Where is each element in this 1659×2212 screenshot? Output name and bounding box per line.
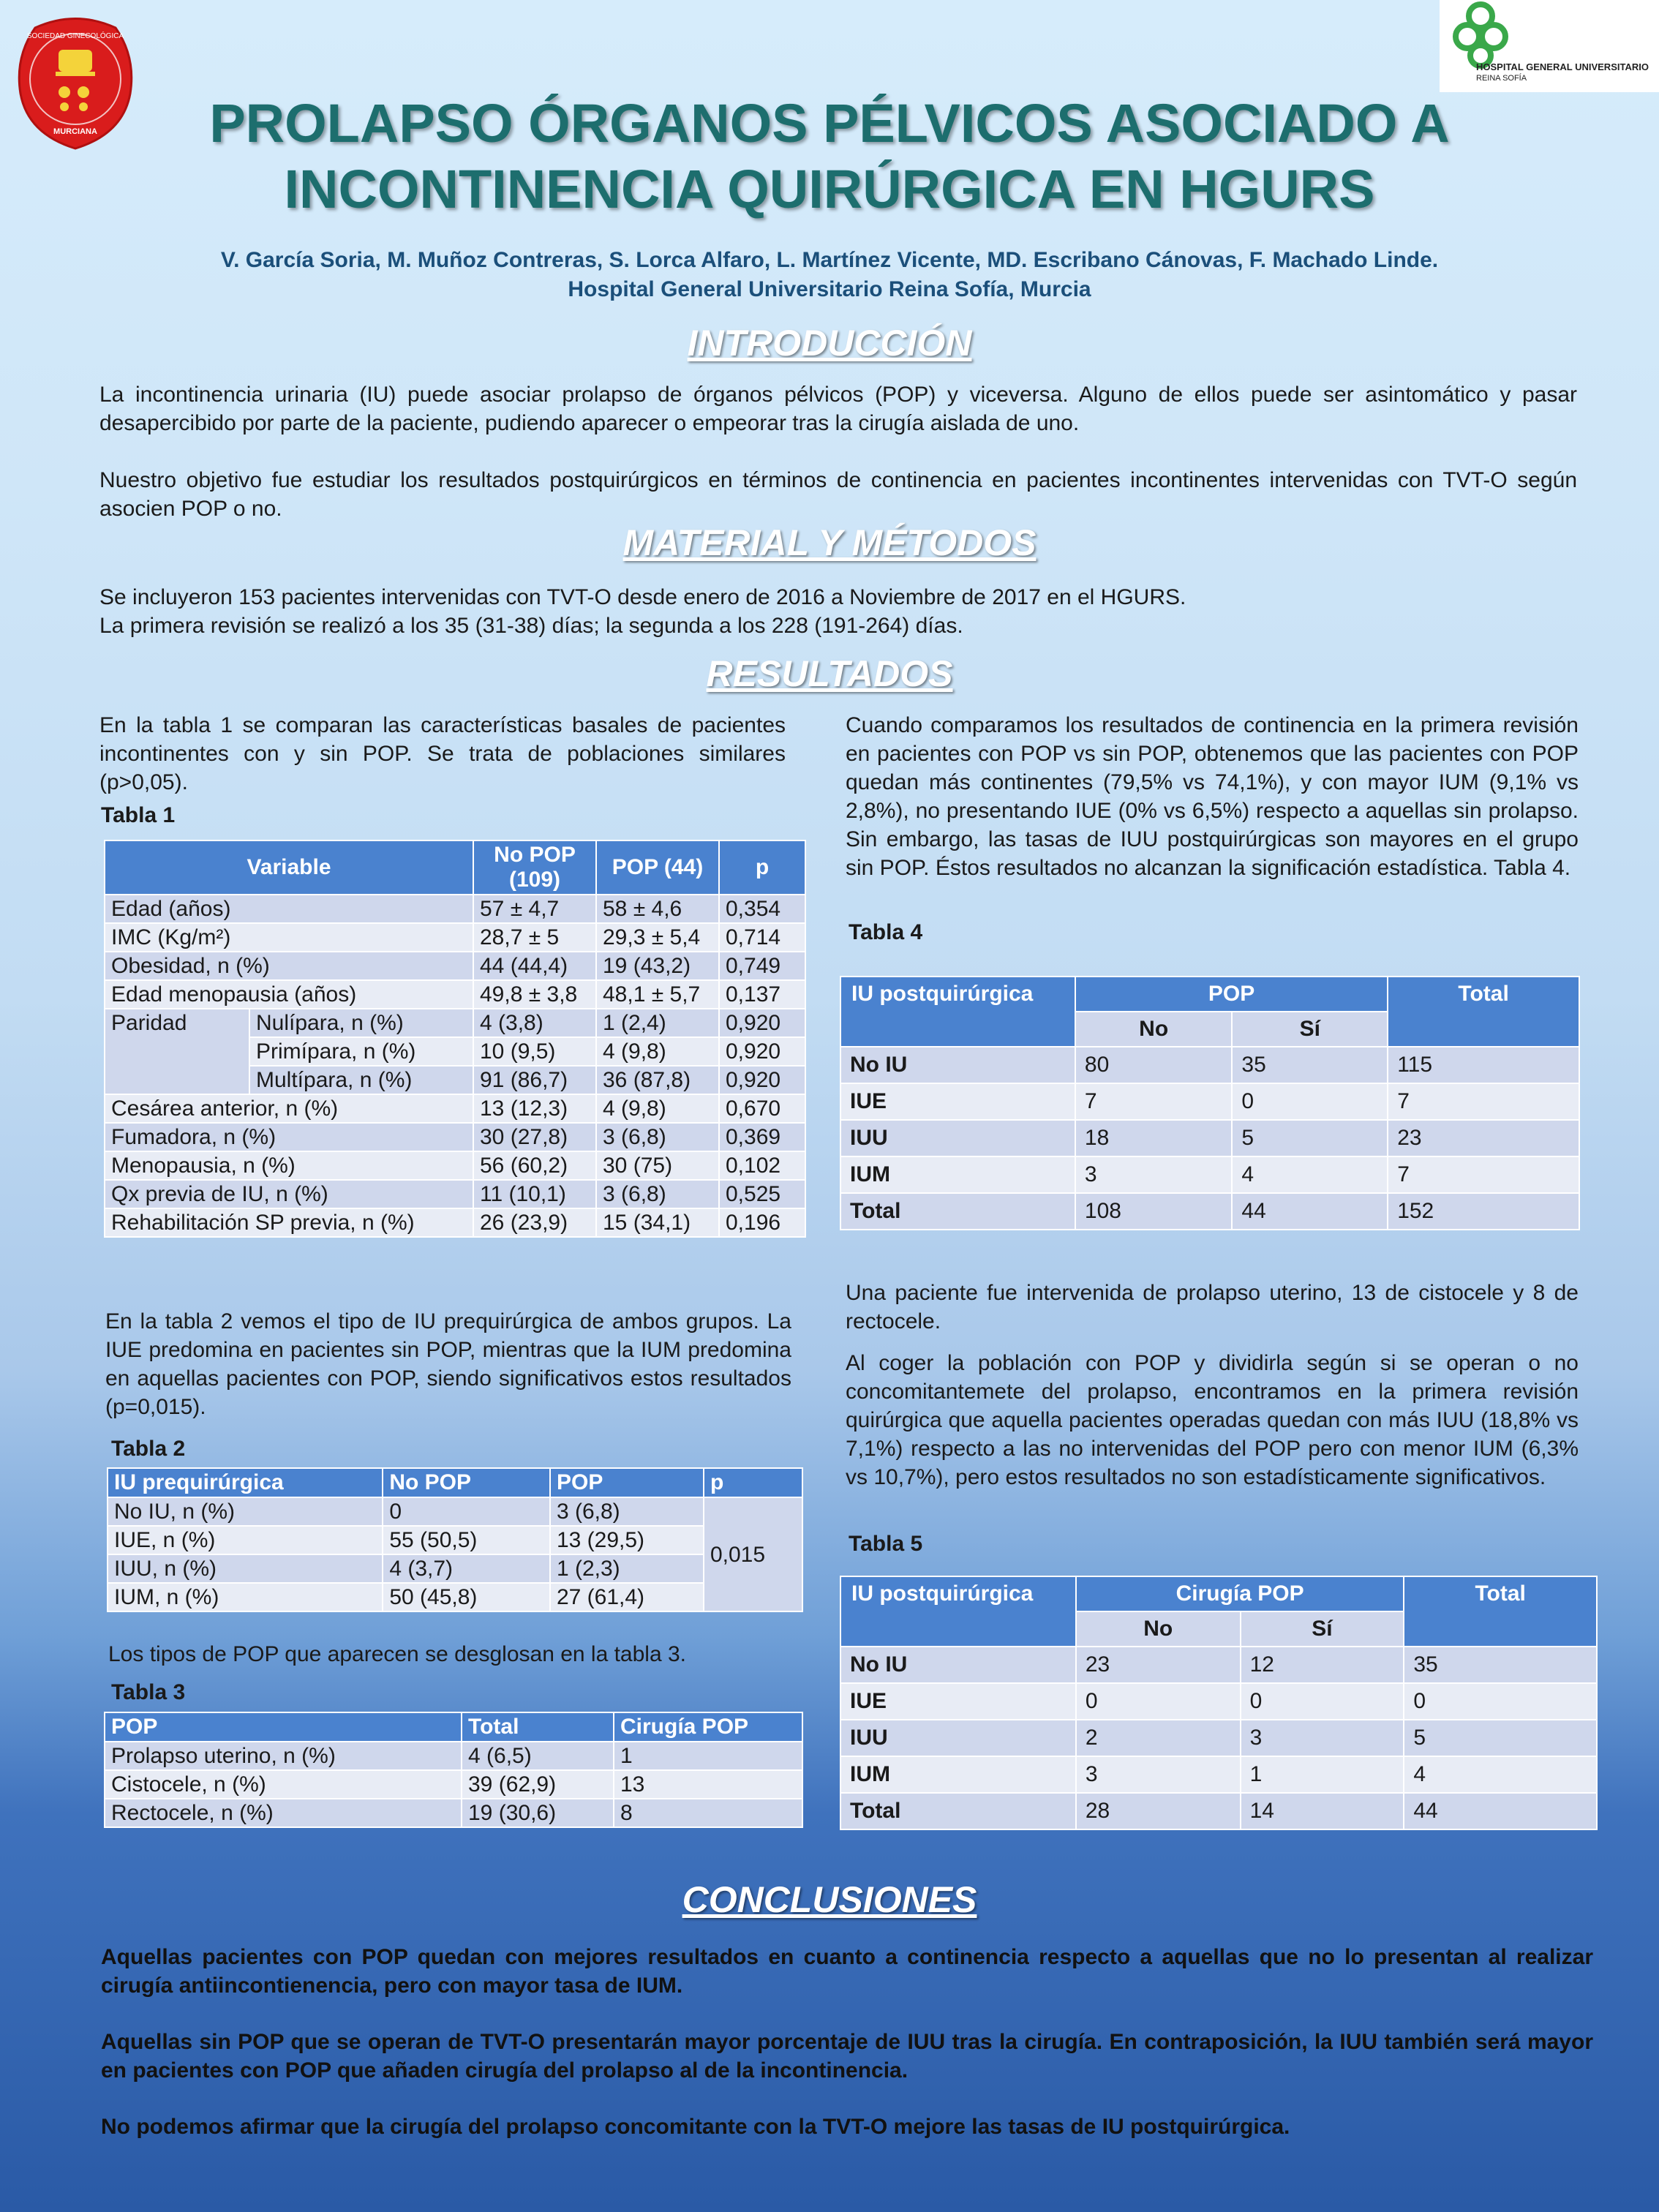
t1-cell: 26 (23,9) — [473, 1208, 596, 1237]
table-row — [105, 1151, 805, 1180]
t1-cell: Primípara, n (%) — [249, 1037, 473, 1066]
t1-cell: 4 (9,8) — [596, 1037, 719, 1066]
t1-cell: 0,525 — [719, 1180, 805, 1208]
t2-cell: IUE, n (%) — [108, 1526, 383, 1554]
results-left-paragraph-2: En la tabla 2 vemos el tipo de IU prequirúrgica de ambos grupos. La IUE predomina en pacientes sin POP, mientras que la IUM predomina en aquellas pacientes con POP, siendo significativos estos resultados (p=0,015). — [105, 1309, 791, 1419]
t1-cell: 19 (43,2) — [596, 952, 719, 980]
table-row — [105, 1009, 805, 1037]
t5-header-si: Sí — [1241, 1611, 1404, 1647]
t4-cell: 44 — [1232, 1193, 1388, 1230]
t3-cell: 39 (62,9) — [462, 1770, 614, 1799]
t1-cell: 0,749 — [719, 952, 805, 980]
t1-cell: 30 (75) — [596, 1151, 719, 1180]
t1-cell: 58 ± 4,6 — [596, 895, 719, 923]
intro-paragraph-2: Nuestro objetivo fue estudiar los resultados postquirúrgicos en términos de continencia en pacientes incontinentes intervenidas con TVT-O según asocien POP o no. — [99, 468, 1577, 521]
hospital-name-line2: REINA SOFÍA — [1476, 74, 1527, 83]
table-row — [840, 1047, 1579, 1083]
table-row — [840, 1120, 1579, 1156]
t1-cell: 44 (44,4) — [473, 952, 596, 980]
conclusion-2: Aquellas sin POP que se operan de TVT-O presentarán mayor porcentaje de IUU tras la cirugía. En contraposición, la IUU también será mayor en pacientes con POP que añaden cirugía del prolapso al de la incontinencia. — [101, 2030, 1593, 2083]
t1-cell: 48,1 ± 5,7 — [596, 980, 719, 1009]
t2-cell: 4 (3,7) — [383, 1554, 550, 1583]
t3-header-cirugia: Cirugía POP — [614, 1712, 802, 1742]
t5-cell: 14 — [1241, 1793, 1404, 1829]
t4-cell: 7 — [1388, 1083, 1579, 1120]
conclusion-3: No podemos afirmar que la cirugía del prolapso concomitante con la TVT-O mejore las tasas de IU postquirúrgica. — [101, 2115, 1290, 2139]
t1-cell: 29,3 ± 5,4 — [596, 923, 719, 952]
t5-cell: Total — [840, 1793, 1076, 1829]
hospital-name-line1: HOSPITAL GENERAL UNIVERSITARIO — [1476, 61, 1649, 72]
t4-header-total: Total — [1388, 977, 1579, 1047]
poster-title — [146, 91, 1513, 222]
logo-text-bottom: MURCIANA — [53, 127, 97, 136]
logo-text-top: SOCIEDAD GINECOLÓGICA — [26, 32, 124, 40]
results-right-paragraph-3: Al coger la población con POP y dividirla según si se operan o no concomitantemete del prolapso, encontramos en la primera revisión quirúrgica que aquella pacientes operadas quedan con más IUU (18,8% vs 7,1%) respecto a las no intervenidas del POP pero con menor IUM (6,3% vs 10,7%), pero estos resultados no son estadísticamente significativos. — [846, 1351, 1579, 1489]
table-row — [840, 1647, 1597, 1683]
results-left-paragraph-1: En la tabla 1 se comparan las características basales de pacientes incontinentes con y sin POP. Se trata de poblaciones similares (p>0,05). — [99, 713, 786, 794]
t1-cell: 0,369 — [719, 1123, 805, 1151]
t3-cell: 4 (6,5) — [462, 1742, 614, 1770]
t2-header-iu: IU prequirúrgica — [108, 1468, 383, 1497]
t1-cell: 0,920 — [719, 1066, 805, 1094]
t5-cell: 12 — [1241, 1647, 1404, 1683]
table-row — [108, 1554, 802, 1583]
table-row — [105, 1208, 805, 1237]
table-row — [105, 1742, 802, 1770]
t4-header-iu: IU postquirúrgica — [840, 977, 1075, 1047]
t1-cell: Edad (años) — [105, 895, 473, 923]
table-5 — [840, 1576, 1598, 1830]
t1-cell: 0,670 — [719, 1094, 805, 1123]
t1-header-variable: Variable — [105, 840, 473, 895]
t4-cell: 35 — [1232, 1047, 1388, 1083]
table-row — [105, 1770, 802, 1799]
t5-cell: 1 — [1241, 1756, 1404, 1793]
table-row — [105, 1123, 805, 1151]
t3-cell: Prolapso uterino, n (%) — [105, 1742, 462, 1770]
t2-cell: 50 (45,8) — [383, 1583, 550, 1611]
t1-cell: Obesidad, n (%) — [105, 952, 473, 980]
t1-cell: Edad menopausia (años) — [105, 980, 473, 1009]
t2-cell: 3 (6,8) — [550, 1497, 704, 1526]
t4-cell: 4 — [1232, 1156, 1388, 1193]
table-row — [105, 980, 805, 1009]
t1-cell: Nulípara, n (%) — [249, 1009, 473, 1037]
t4-header-si: Sí — [1232, 1012, 1388, 1047]
table3-caption: Tabla 3 — [111, 1680, 186, 1704]
hospital-logo — [1440, 0, 1659, 92]
table1-caption: Tabla 1 — [101, 803, 176, 827]
affiliation: Hospital General Universitario Reina Sofía, Murcia — [568, 277, 1091, 301]
t1-paridad-label: Paridad — [105, 1009, 249, 1094]
t5-cell: 0 — [1076, 1683, 1241, 1720]
t2-cell: 27 (61,4) — [550, 1583, 704, 1611]
t5-cell: No IU — [840, 1647, 1076, 1683]
t2-cell: IUU, n (%) — [108, 1554, 383, 1583]
t1-cell: 0,102 — [719, 1151, 805, 1180]
t1-cell: 3 (6,8) — [596, 1123, 719, 1151]
t5-cell: 4 — [1404, 1756, 1597, 1793]
t5-cell: 0 — [1404, 1683, 1597, 1720]
t1-cell: 30 (27,8) — [473, 1123, 596, 1151]
t1-header-no-pop: No POP (109) — [473, 840, 596, 895]
t5-cell: 2 — [1076, 1720, 1241, 1756]
t1-cell: 0,137 — [719, 980, 805, 1009]
t1-header-p: p — [719, 840, 805, 895]
table-row — [840, 1720, 1597, 1756]
table-row — [840, 1083, 1579, 1120]
t1-cell: 0,920 — [719, 1037, 805, 1066]
table2-caption: Tabla 2 — [111, 1437, 186, 1461]
t5-header-iu: IU postquirúrgica — [840, 1576, 1076, 1647]
table4-caption: Tabla 4 — [849, 920, 923, 944]
results-right-paragraph-1: Cuando comparamos los resultados de continencia en la primera revisión en pacientes con POP vs sin POP, obtenemos que las pacientes con POP quedan más continentes (79,5% vs 74,1%), y con mayor IUM (9,1% vs 2,8%), no presentando IUE (0% vs 6,5%) respecto a aquellas sin prolapso. Sin embargo, las tasas de IUU postquirúrgicas son mayores en el grupo sin POP. Éstos resultados no alcanzan la significación estadística. Tabla 4. — [846, 713, 1579, 880]
table-row — [840, 1793, 1597, 1829]
t4-cell: Total — [840, 1193, 1075, 1230]
table-row — [840, 1756, 1597, 1793]
t4-header-no: No — [1075, 1012, 1232, 1047]
t3-cell: 1 — [614, 1742, 802, 1770]
t1-cell: 13 (12,3) — [473, 1094, 596, 1123]
t4-cell: 152 — [1388, 1193, 1579, 1230]
table-row — [840, 1683, 1597, 1720]
t1-cell: 4 (9,8) — [596, 1094, 719, 1123]
t1-cell: Qx previa de IU, n (%) — [105, 1180, 473, 1208]
conclusion-1: Aquellas pacientes con POP quedan con mejores resultados en cuanto a continencia respecto a aquellas que no lo presentan al realizar cirugía antiincontienencia, pero con mayor tasa de IUM. — [101, 1945, 1593, 1998]
table5-caption: Tabla 5 — [849, 1532, 923, 1556]
t2-cell: 55 (50,5) — [383, 1526, 550, 1554]
t1-cell: 56 (60,2) — [473, 1151, 596, 1180]
table-row — [105, 1094, 805, 1123]
intro-paragraph-1: La incontinencia urinaria (IU) puede asociar prolapso de órganos pélvicos (POP) y viceversa. Alguno de ellos puede ser asintomático y pasar desapercibido por parte de la paciente, pudiendo aparecer o empeorar tras la cirugía aislada de uno. — [99, 383, 1577, 435]
table-row — [108, 1583, 802, 1611]
t1-header-pop: POP (44) — [596, 840, 719, 895]
results-heading: RESULTADOS — [706, 653, 953, 694]
t1-cell: 11 (10,1) — [473, 1180, 596, 1208]
table-row — [108, 1526, 802, 1554]
authors: V. García Soria, M. Muñoz Contreras, S. Lorca Alfaro, L. Martínez Vicente, MD. Escribano Cánovas, F. Machado Linde. — [220, 248, 1439, 272]
t4-cell: IUM — [840, 1156, 1075, 1193]
t4-cell: 7 — [1388, 1156, 1579, 1193]
t4-cell: 5 — [1232, 1120, 1388, 1156]
table-row — [840, 1156, 1579, 1193]
t5-header-total: Total — [1404, 1576, 1597, 1647]
t4-cell: 7 — [1075, 1083, 1232, 1120]
t1-cell: 0,714 — [719, 923, 805, 952]
t2-cell: 13 (29,5) — [550, 1526, 704, 1554]
t5-cell: 28 — [1076, 1793, 1241, 1829]
results-right-paragraph-2: Una paciente fue intervenida de prolapso uterino, 13 de cistocele y 8 de rectocele. — [846, 1281, 1579, 1333]
t2-cell: 1 (2,3) — [550, 1554, 704, 1583]
table-row — [105, 952, 805, 980]
table-3 — [104, 1712, 803, 1828]
t5-header-cirugia: Cirugía POP — [1076, 1576, 1404, 1611]
t3-cell: 19 (30,6) — [462, 1799, 614, 1827]
t5-cell: IUE — [840, 1683, 1076, 1720]
t5-cell: IUU — [840, 1720, 1076, 1756]
t1-cell: 0,196 — [719, 1208, 805, 1237]
t4-cell: 0 — [1232, 1083, 1388, 1120]
t1-cell: 10 (9,5) — [473, 1037, 596, 1066]
t1-cell: 49,8 ± 3,8 — [473, 980, 596, 1009]
table-1 — [104, 840, 806, 1238]
t1-cell: IMC (Kg/m²) — [105, 923, 473, 952]
t1-cell: Multípara, n (%) — [249, 1066, 473, 1094]
t3-header-total: Total — [462, 1712, 614, 1742]
table-4 — [840, 976, 1580, 1230]
t5-cell: 44 — [1404, 1793, 1597, 1829]
t4-cell: IUE — [840, 1083, 1075, 1120]
t4-cell: 23 — [1388, 1120, 1579, 1156]
t5-cell: 0 — [1241, 1683, 1404, 1720]
t4-header-pop: POP — [1075, 977, 1388, 1012]
methods-heading: MATERIAL Y MÉTODOS — [622, 522, 1037, 563]
t1-cell: 28,7 ± 5 — [473, 923, 596, 952]
t3-header-pop: POP — [105, 1712, 462, 1742]
table-row — [105, 1799, 802, 1827]
methods-line-2: La primera revisión se realizó a los 35 (31-38) días; la segunda a los 228 (191-264) días. — [99, 614, 963, 638]
t4-cell: 115 — [1388, 1047, 1579, 1083]
t2-cell: No IU, n (%) — [108, 1497, 383, 1526]
t5-header-no: No — [1076, 1611, 1241, 1647]
t1-cell: 57 ± 4,7 — [473, 895, 596, 923]
t1-cell: 36 (87,8) — [596, 1066, 719, 1094]
title-line-2: INCONTINENCIA QUIRÚRGICA EN HGURS — [284, 159, 1375, 219]
table-row — [105, 895, 805, 923]
authors-block — [73, 246, 1586, 304]
table-row — [108, 1497, 802, 1526]
t3-cell: 8 — [614, 1799, 802, 1827]
table-2 — [107, 1467, 803, 1612]
table-row — [840, 1193, 1579, 1230]
methods-line-1: Se incluyeron 153 pacientes intervenidas con TVT-O desde enero de 2016 a Noviembre de 2017 en el HGURS. — [99, 585, 1186, 609]
sociedad-ginecologica-logo — [13, 13, 138, 152]
intro-heading: INTRODUCCIÓN — [687, 323, 972, 364]
t1-cell: Fumadora, n (%) — [105, 1123, 473, 1151]
t2-header-pop: POP — [550, 1468, 704, 1497]
t1-cell: Menopausia, n (%) — [105, 1151, 473, 1180]
results-left-paragraph-3: Los tipos de POP que aparecen se desglosan en la tabla 3. — [108, 1642, 687, 1666]
t1-cell: 91 (86,7) — [473, 1066, 596, 1094]
t5-cell: 23 — [1076, 1647, 1241, 1683]
t4-cell: No IU — [840, 1047, 1075, 1083]
t4-cell: 80 — [1075, 1047, 1232, 1083]
t3-cell: Cistocele, n (%) — [105, 1770, 462, 1799]
t5-cell: 35 — [1404, 1647, 1597, 1683]
t1-cell: Rehabilitación SP previa, n (%) — [105, 1208, 473, 1237]
title-line-1: PROLAPSO ÓRGANOS PÉLVICOS ASOCIADO A — [209, 93, 1450, 154]
table-row — [105, 1180, 805, 1208]
t2-header-no-pop: No POP — [383, 1468, 550, 1497]
t1-cell: 15 (34,1) — [596, 1208, 719, 1237]
t4-cell: 3 — [1075, 1156, 1232, 1193]
t1-cell: 0,354 — [719, 895, 805, 923]
t2-p-value: 0,015 — [704, 1497, 802, 1611]
t1-cell: 1 (2,4) — [596, 1009, 719, 1037]
t2-cell: IUM, n (%) — [108, 1583, 383, 1611]
t5-cell: 3 — [1241, 1720, 1404, 1756]
t5-cell: IUM — [840, 1756, 1076, 1793]
t1-cell: 3 (6,8) — [596, 1180, 719, 1208]
t2-cell: 0 — [383, 1497, 550, 1526]
t1-cell: Cesárea anterior, n (%) — [105, 1094, 473, 1123]
t5-cell: 5 — [1404, 1720, 1597, 1756]
conclusions-heading: CONCLUSIONES — [682, 1879, 977, 1920]
t3-cell: Rectocele, n (%) — [105, 1799, 462, 1827]
t4-cell: IUU — [840, 1120, 1075, 1156]
t5-cell: 3 — [1076, 1756, 1241, 1793]
t1-cell: 0,920 — [719, 1009, 805, 1037]
t4-cell: 18 — [1075, 1120, 1232, 1156]
t1-cell: 4 (3,8) — [473, 1009, 596, 1037]
t3-cell: 13 — [614, 1770, 802, 1799]
t4-cell: 108 — [1075, 1193, 1232, 1230]
t2-header-p: p — [704, 1468, 802, 1497]
table-row — [105, 923, 805, 952]
